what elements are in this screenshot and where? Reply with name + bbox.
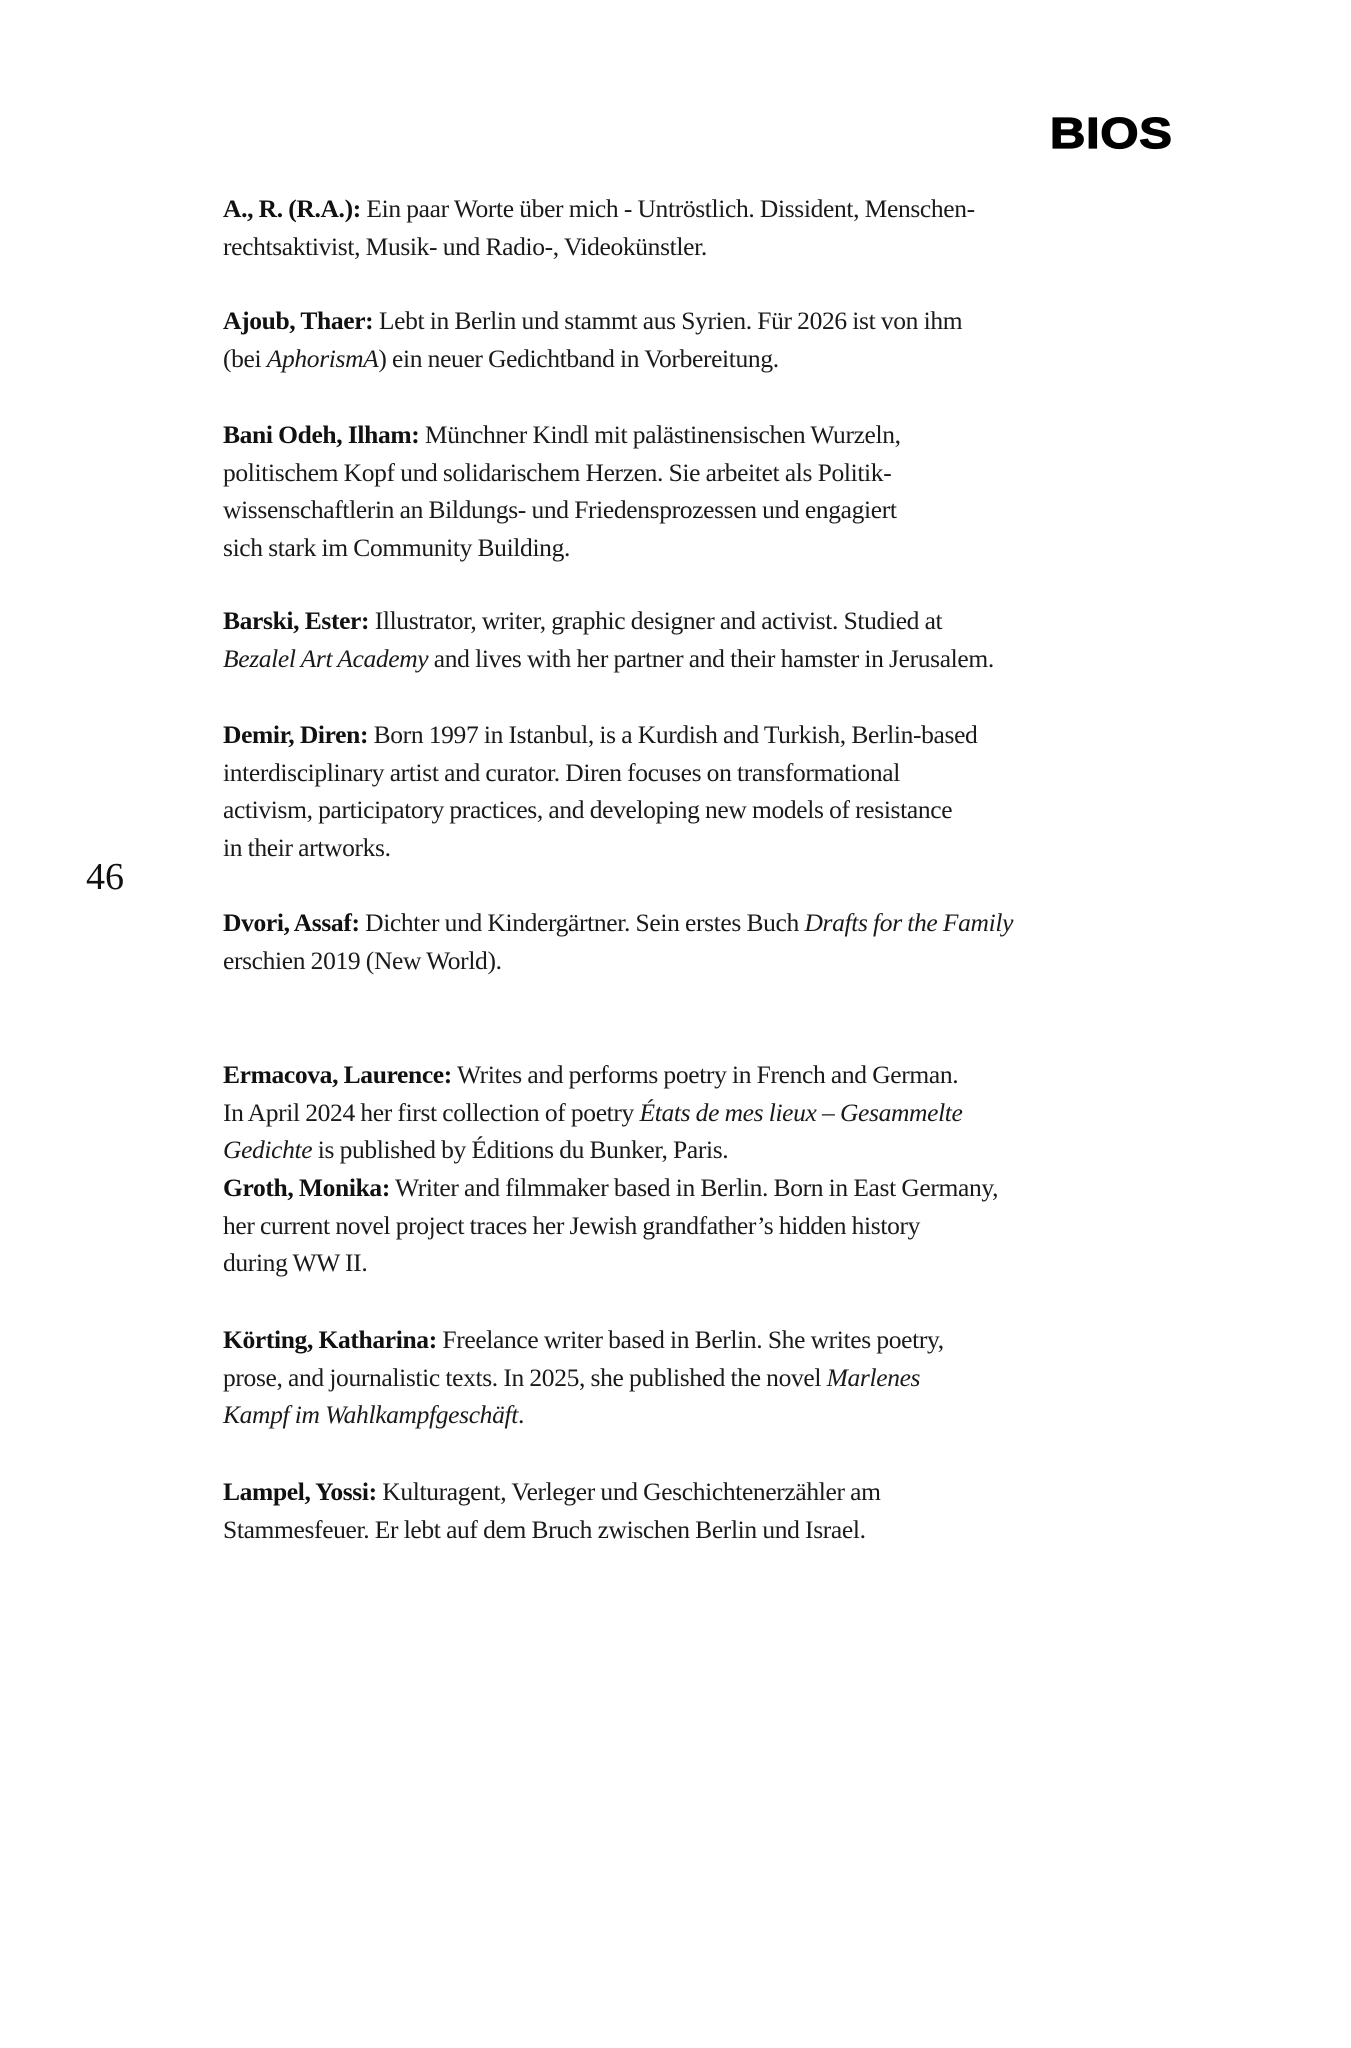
bio-text: Stammesfeuer. Er lebt auf dem Bruch zwischen Berlin und Israel. (223, 1514, 866, 1544)
bio-line (223, 529, 1219, 567)
bio-name: Groth, Monika: (223, 1173, 390, 1202)
bio-text: Münchner Kindl mit palästinensischen Wurzeln, (419, 420, 901, 449)
bio-name: Lampel, Yossi: (223, 1477, 377, 1506)
bio-text: Ein paar Worte über mich - Untröstlich. Dissident, Menschen- (360, 194, 975, 223)
bio-text: wissenschaftlerin an Bildungs- und Friedensprozessen und engagiert (223, 495, 897, 524)
bio-entry (223, 1056, 1219, 1169)
bio-text: . (517, 1400, 524, 1429)
bio-entry (223, 416, 1219, 566)
bio-line (223, 1321, 1219, 1359)
bio-text: Born 1997 in Istanbul, is a Kurdish and Turkish, Berlin-based (368, 720, 978, 749)
bio-line (223, 1511, 1219, 1549)
bio-text: Writer and filmmaker based in Berlin. Born in East Germany, (389, 1173, 999, 1202)
bio-text: her current novel project traces her Jewish grandfather’s hidden history (223, 1210, 921, 1240)
bio-text: In April 2024 her first collection of poetry (223, 1097, 640, 1127)
bio-title-italic: Marlenes (826, 1362, 921, 1392)
bio-text: prose, and journalistic texts. In 2025, she published the novel (223, 1362, 827, 1392)
bio-line (223, 791, 1219, 829)
bio-name: A., R. (R.A.): (223, 194, 361, 223)
bio-name: Bani Odeh, Ilham: (223, 420, 420, 449)
section-title: BIOS (1050, 109, 1173, 158)
bio-line (223, 228, 1219, 266)
bio-name: Ajoub, Thaer: (223, 306, 374, 335)
bio-line (223, 1207, 1219, 1245)
bio-text: during WW II. (223, 1248, 368, 1277)
bio-line (223, 829, 1219, 867)
bio-title-italic: États de mes lieux – Gesammelte (639, 1097, 963, 1127)
bio-text: Kulturagent, Verleger und Geschichtenerzähler am (376, 1477, 881, 1506)
bio-name: Ermacova, Laurence: (223, 1060, 452, 1089)
bio-text: Freelance writer based in Berlin. She writes poetry, (436, 1325, 944, 1354)
bio-line (223, 1359, 1219, 1397)
bio-line (223, 416, 1219, 454)
bio-entry (223, 190, 1219, 265)
bio-line (223, 754, 1219, 792)
bio-text: politischem Kopf und solidarischem Herzen. Sie arbeitet als Politik- (223, 457, 892, 487)
bio-text: Writes and performs poetry in French and German. (451, 1060, 959, 1089)
bio-title-italic: AphorismA (266, 343, 379, 373)
bio-text: Illustrator, writer, graphic designer and activist. Studied at (369, 606, 943, 635)
bio-entry (223, 1169, 1219, 1282)
bio-text: in their artworks. (223, 832, 391, 862)
bio-entry (223, 302, 1219, 377)
bio-line (223, 491, 1219, 529)
bio-line (223, 942, 1219, 980)
bio-title-italic: Bezalel Art Academy (223, 643, 429, 673)
bio-line (223, 454, 1219, 492)
bio-text: interdisciplinary artist and curator. Diren focuses on transformational (223, 757, 900, 787)
bio-line (223, 1056, 1219, 1094)
bio-line (223, 1131, 1219, 1169)
bio-text: rechtsaktivist, Musik- und Radio-, Videokünstler. (223, 231, 707, 261)
bio-name: Dvori, Assaf: (223, 908, 360, 937)
bio-line (223, 904, 1219, 942)
bio-line (223, 1169, 1219, 1207)
bio-line (223, 1094, 1219, 1132)
bio-text: sich stark im Community Building. (223, 532, 570, 562)
bio-text: (bei (223, 343, 267, 373)
bio-title-italic: Kampf im Wahlkampfgeschäft (223, 1400, 518, 1429)
bio-entry (223, 1473, 1219, 1548)
bio-text: activism, participatory practices, and developing new models of resistance (223, 795, 953, 824)
bio-line (223, 190, 1219, 228)
bio-entry (223, 602, 1219, 677)
bio-line (223, 302, 1219, 340)
bio-line (223, 340, 1219, 378)
bio-name: Demir, Diren: (223, 720, 369, 749)
bio-line (223, 640, 1219, 678)
bio-line (223, 1244, 1219, 1282)
bio-line (223, 602, 1219, 640)
bio-title-italic: Gedichte (223, 1135, 313, 1164)
bio-line (223, 1396, 1219, 1434)
bio-name: Barski, Ester: (223, 606, 370, 635)
bio-entry (223, 904, 1219, 979)
bio-text: erschien 2019 (New World). (223, 945, 502, 975)
bio-text: Lebt in Berlin und stammt aus Syrien. Für 2026 ist von ihm (373, 306, 963, 335)
bio-text: ) ein neuer Gedichtband in Vorbereitung. (378, 343, 779, 373)
bio-text: is published by Éditions du Bunker, Paris. (312, 1135, 729, 1164)
bio-line (223, 716, 1219, 754)
bio-entry (223, 716, 1219, 866)
bio-text: and lives with her partner and their hamster in Jerusalem. (428, 643, 994, 673)
page-number: 46 (86, 856, 124, 898)
bio-entry (223, 1321, 1219, 1434)
bio-text: Dichter und Kindergärtner. Sein erstes Buch (359, 908, 805, 937)
bio-name: Körting, Katharina: (223, 1325, 437, 1354)
bio-line (223, 1473, 1219, 1511)
bio-title-italic: Drafts for the Family (804, 908, 1014, 937)
